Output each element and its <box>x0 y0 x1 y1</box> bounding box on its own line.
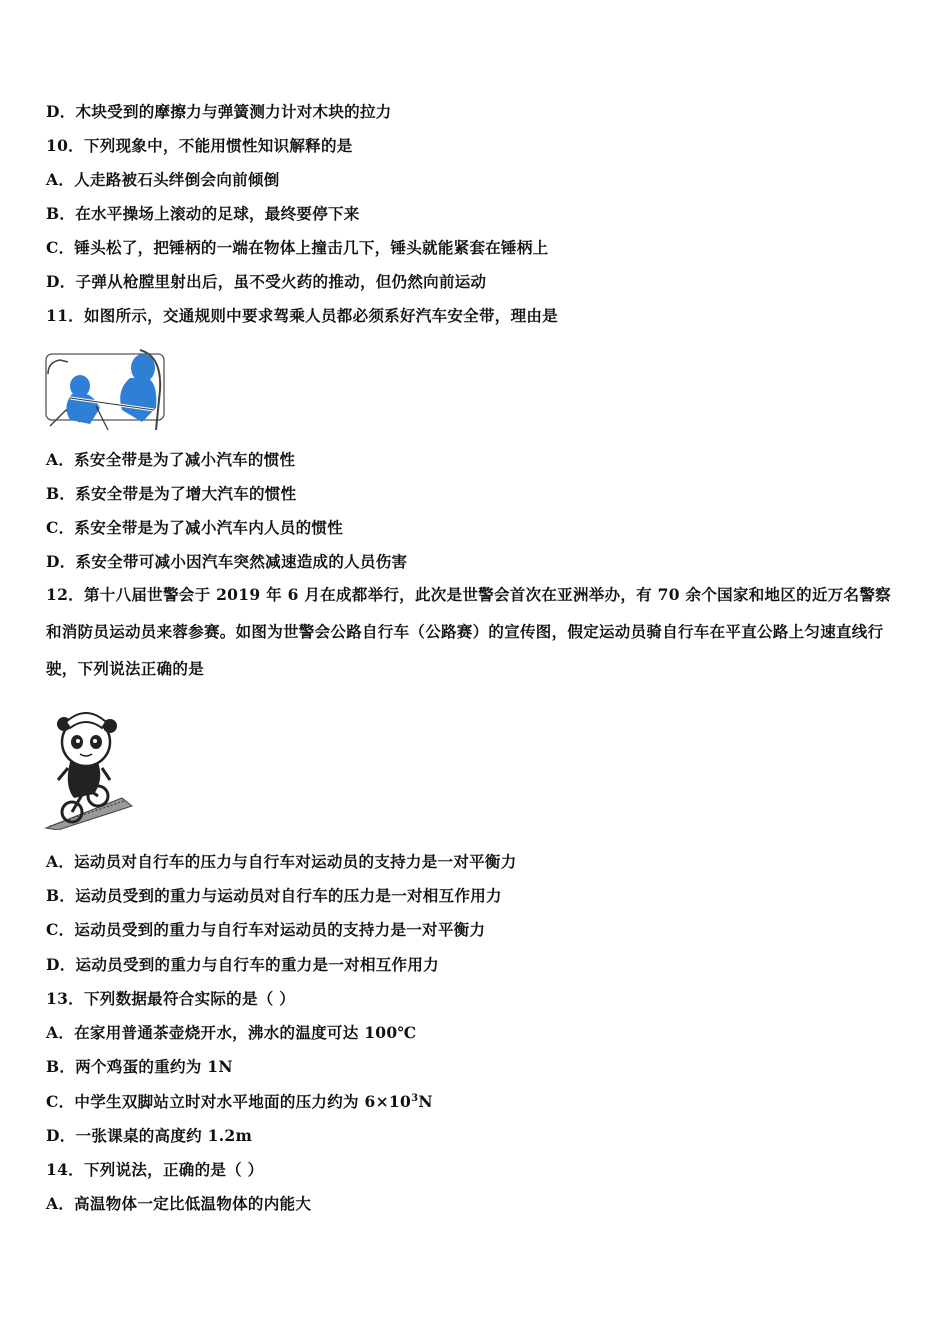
q9-option-d: D．木块受到的摩擦力与弹簧测力计对木块的拉力 <box>46 102 392 121</box>
q10-option-b: B．在水平操场上滚动的足球，最终要停下来 <box>46 204 360 223</box>
panda-cyclist-figure <box>44 702 136 830</box>
q12-option-b: B．运动员受到的重力与运动员对自行车的压力是一对相互作用力 <box>46 886 502 905</box>
q11-option-d: D．系安全带可减小因汽车突然减速造成的人员伤害 <box>46 552 408 571</box>
q13-option-c <box>46 1092 433 1112</box>
q10-stem: 10．下列现象中，不能用惯性知识解释的是 <box>46 136 353 155</box>
q11-option-a: A．系安全带是为了减小汽车的惯性 <box>46 450 296 469</box>
q13-option-c-text: C．中学生双脚站立时对水平地面的压力约为 6×10 <box>46 1092 412 1111</box>
q13-option-a: A．在家用普通茶壶烧开水，沸水的温度可达 100℃ <box>46 1023 417 1042</box>
q14-option-a: A．高温物体一定比低温物体的内能大 <box>46 1194 312 1213</box>
q10-option-a: A．人走路被石头绊倒会向前倾倒 <box>46 170 280 189</box>
q10-option-c: C．锤头松了，把锤柄的一端在物体上撞击几下，锤头就能紧套在锤柄上 <box>46 238 549 257</box>
q11-option-c: C．系安全带是为了减小汽车内人员的惯性 <box>46 518 344 537</box>
q13-option-c-exponent: 3 <box>411 1092 419 1104</box>
q12-option-c: C．运动员受到的重力与自行车对运动员的支持力是一对平衡力 <box>46 920 486 939</box>
q12-option-a: A．运动员对自行车的压力与自行车对运动员的支持力是一对平衡力 <box>46 852 517 871</box>
q11-option-b: B．系安全带是为了增大汽车的惯性 <box>46 484 297 503</box>
q13-stem: 13．下列数据最符合实际的是（ ） <box>46 989 296 1008</box>
q14-stem: 14．下列说法，正确的是（ ） <box>46 1160 264 1179</box>
q13-option-d: D．一张课桌的高度约 1.2m <box>46 1126 253 1145</box>
q10-option-d: D．子弹从枪膛里射出后，虽不受火药的推动，但仍然向前运动 <box>46 272 487 291</box>
seatbelt-figure <box>44 340 168 434</box>
q13-option-b: B．两个鸡蛋的重约为 1N <box>46 1057 233 1076</box>
q13-option-c-unit: N <box>418 1092 433 1111</box>
q11-stem: 11．如图所示，交通规则中要求驾乘人员都必须系好汽车安全带，理由是 <box>46 306 558 325</box>
q12-option-d: D．运动员受到的重力与自行车的重力是一对相互作用力 <box>46 955 439 974</box>
q12-stem: 12．第十八届世警会于 2019 年 6 月在成都举行，此次是世警会首次在亚洲举办，有 70 余个国家和地区的近万名警察和消防员运动员来蓉参赛。如图为世警会公路自行车（公路赛）的宣传图，假定运动员骑自行车在平直公路上匀速直线行驶，下列说法正确的是 <box>46 585 891 678</box>
